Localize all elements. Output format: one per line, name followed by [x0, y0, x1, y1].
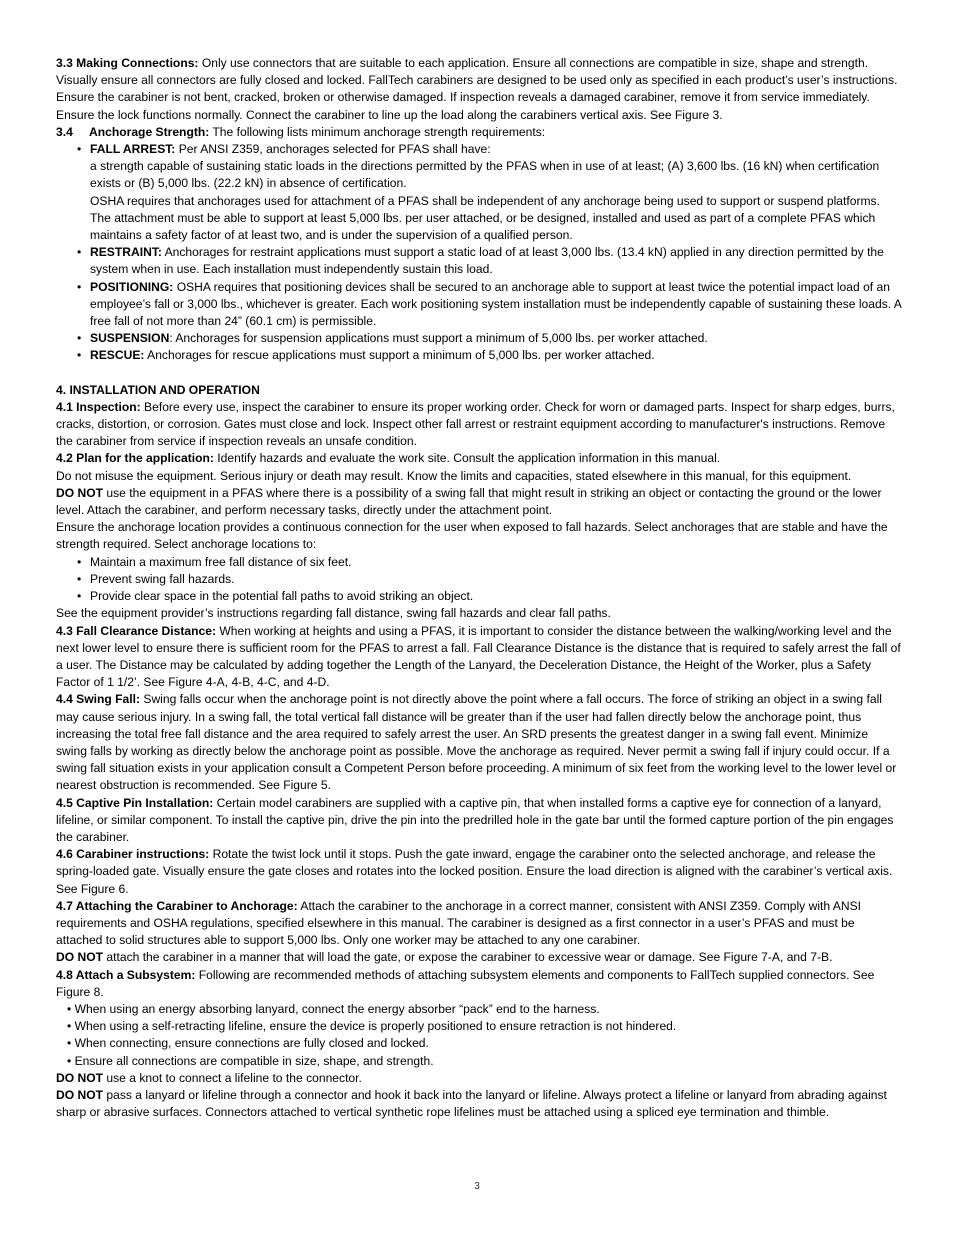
donot-text: attach the carabiner in a manner that will load the gate, or expose the carabiner to excessive wear or damage. See Figure 7-A, and 7-B. — [103, 950, 833, 965]
positioning-label: POSITIONING: — [90, 279, 174, 294]
section-4-3-label: 4.3 Fall Clearance Distance: — [56, 623, 216, 638]
fall-arrest-line-2: OSHA requires that anchorages used for attachment of a PFAS shall be independent of any anchorage being used to support or suspend platforms. The attachment must be able to support at least 5,000 lbs. per user attached, or be designed, installed and used as part of a complete PFAS which maintains a safety factor of at least two, and is under the supervision of a qualified person. — [90, 193, 880, 243]
donot-label: DO NOT — [56, 1070, 104, 1085]
section-4-2-label: 4.2 Plan for the application: — [56, 451, 214, 466]
positioning-text: OSHA requires that positioning devices shall be secured to an anchorage able to support at least twice the potential impact load of an employee’s fall or 3,000 lbs., whichever is greater. Each work positioning system installation must be independently capable of sustaining these loads. A free fall of not more than 24” (60.1 cm) is permissible. — [90, 279, 902, 329]
suspension-label: SUSPENSION — [90, 331, 170, 346]
section-4-6-label: 4.6 Carabiner instructions: — [56, 847, 210, 862]
list-item-fall-arrest — [90, 141, 902, 244]
section-4-8-text: Following are recommended methods of attaching subsystem elements and components to FallTech supplied connectors. See Figure 8. — [56, 967, 875, 999]
fall-arrest-label: FALL ARREST: — [90, 142, 176, 157]
list-item: • Provide clear space in the potential fall paths to avoid striking an object. — [90, 588, 902, 605]
section-4-2-anchorage: Ensure the anchorage location provides a continuous connection for the user when exposed to fall hazards. Select anchorages that are stable and have the strength required. Select anchorage locations to: — [56, 520, 888, 552]
list-item: • When connecting, ensure connections are fully closed and locked. — [67, 1036, 429, 1051]
section-4-5-text: Certain model carabiners are supplied with a captive pin, that when installed forms a captive eye for connection of a lanyard, lifeline, or similar component. To install the captive pin, drive the pin into the predrilled hole in the gate bar until the formed capture portion of the pin engages the carabiner. — [56, 795, 894, 844]
section-4-8 — [56, 967, 902, 1001]
section-4-heading-text: 4. INSTALLATION AND OPERATION — [56, 382, 260, 397]
anchorage-location-list — [56, 554, 902, 606]
donot-text: pass a lanyard or lifeline through a connector and hook it back into the lanyard or lifeline. Always protect a lifeline or lanyard from abrading against sharp or abrasive surfaces. Connectors attached to vertical synthetic rope lifelines must be attached using a spliced eye termination and thimble. — [56, 1087, 887, 1120]
section-4-4 — [56, 691, 902, 794]
section-4-8-donot-knot — [56, 1070, 902, 1087]
section-4-heading — [56, 382, 902, 399]
section-4-6 — [56, 846, 902, 898]
section-3-3-label: 3.3 Making Connections: — [56, 56, 199, 70]
donot-label: DO NOT — [56, 950, 104, 965]
section-4-7-text: Attach the carabiner to the anchorage in a correct manner, consistent with ANSI Z359. Comply with ANSI requirements and OSHA regulations, specified elsewhere in this manual. The carabiner is designed as a first connector in a user’s PFAS and must be attached to solid structures able to support 5,000 lbs. Only one worker may be attached to any one carabiner. — [56, 898, 862, 948]
manual-page — [56, 55, 902, 1121]
section-gap — [56, 365, 902, 382]
section-4-2-provider: See the equipment provider’s instructions regarding fall distance, swing fall hazards and clear fall paths. — [56, 606, 611, 621]
section-4-1-label: 4.1 Inspection: — [56, 399, 141, 414]
section-4-6-text: Rotate the twist lock until it stops. Push the gate inward, engage the carabiner onto the selected anchorage, and release the spring-loaded gate. Visually ensure the gate closes and rotates into the locked position. Ensure the load direction is aligned with the carabiner’s vertical axis. See Figure 6. — [56, 847, 893, 896]
section-4-3-text: When working at heights and using a PFAS, it is important to consider the distance between the walking/working level and the next lower level to ensure there is sufficient room for the PFAS to arrest a fall. Fall Clearance Distance is the distance that is required to safely arrest the fall of a user. The Distance may be calculated by adding together the Length of the Lanyard, the Deceleration Distance, the Height of the Worker, plus a Safety Factor of 1 1/2’. See Figure 4-A, 4-B, 4-C, and 4-D. — [56, 623, 901, 690]
section-4-3 — [56, 623, 902, 692]
fall-arrest-line-1: a strength capable of sustaining static loads in the directions permitted by the PFAS when in use of at least; (A) 3,600 lbs. (16 kN) when certification exists or (B) 5,000 lbs. (22.2 kN) in absence of certification. — [90, 159, 880, 191]
section-4-2 — [56, 450, 902, 467]
section-4-8-label: 4.8 Attach a Subsystem: — [56, 967, 196, 982]
donot-label: DO NOT — [56, 485, 104, 500]
rescue-text: Anchorages for rescue applications must support a minimum of 5,000 lbs. per worker attached. — [144, 348, 655, 363]
section-3-4-text: The following lists minimum anchorage strength requirements: — [209, 124, 546, 139]
section-4-7-label: 4.7 Attaching the Carabiner to Anchorage: — [56, 898, 298, 913]
suspension-text: : Anchorages for suspension applications must support a minimum of 5,000 lbs. per worker attached. — [169, 331, 708, 346]
section-3-4-label: Anchorage Strength: — [89, 124, 210, 139]
section-3-3 — [56, 55, 902, 124]
list-item-restraint — [90, 244, 902, 278]
subsystem-list — [56, 1001, 902, 1070]
section-4-8-donot-pass — [56, 1087, 902, 1121]
list-item-suspension — [90, 330, 902, 347]
section-4-4-text: Swing falls occur when the anchorage point is not directly above the point where a fall occurs. The force of striking an object in a swing fall may cause serious injury. In a swing fall, the total vertical fall distance will be greater than if the user had fallen directly below the anchorage point, thus increasing the total free fall distance and the area required to safely arrest the user. An SRD presents the greatest danger in a swing fall event. Minimize swing falls by working as directly below the anchorage point as possible. Move the anchorage as required. Never permit a swing fall if injury could occur. If a swing fall situation exists in your application consult a Competent Person before proceeding. A minimum of six feet from the working level to the lower level or nearest obstruction is recommended. See Figure 5. — [56, 692, 897, 793]
rescue-label: RESCUE: — [90, 348, 145, 363]
list-item-rescue — [90, 347, 902, 364]
fall-arrest-text: Per ANSI Z359, anchorages selected for PFAS shall have: — [175, 142, 491, 157]
section-4-1 — [56, 399, 902, 451]
list-item: • Ensure all connections are compatible in size, shape, and strength. — [67, 1053, 434, 1068]
section-4-7-donot — [56, 949, 902, 966]
anchorage-strength-list — [56, 141, 902, 365]
list-item: • Prevent swing fall hazards. — [90, 571, 902, 588]
restraint-text: Anchorages for restraint applications must support a static load of at least 3,000 lbs. (13.4 kN) applied in any direction permitted by the system when in use. Each installation must independently sustain this load. — [90, 245, 884, 277]
section-3-4-number: 3.4 — [56, 124, 73, 139]
section-4-2-text: Identify hazards and evaluate the work site. Consult the application information in this manual. — [213, 451, 721, 466]
list-item-positioning — [90, 279, 902, 331]
section-4-2-donot — [56, 485, 902, 519]
donot-text: use the equipment in a PFAS where there is a possibility of a swing fall that might result in striking an object or contacting the ground or the lower level. Attach the carabiner, and perform necessary tasks, directly under the attachment point. — [56, 485, 882, 518]
list-item: • Maintain a maximum free fall distance of six feet. — [90, 554, 902, 571]
list-item: • When using a self-retracting lifeline, ensure the device is properly positioned to ensure retraction is not hindered. — [67, 1019, 677, 1034]
section-4-1-text: Before every use, inspect the carabiner to ensure its proper working order. Check for worn or damaged parts. Inspect for sharp edges, burrs, cracks, distortion, or corrosion. Gates must close and lock. Inspect other fall arrest or restraint equipment according to manufacturer's instructions. Remove the carabiner from service if inspection reveals an unsafe condition. — [56, 399, 895, 449]
section-4-5 — [56, 795, 902, 847]
section-4-2-misuse: Do not misuse the equipment. Serious injury or death may result. Know the limits and capacities, stated elsewhere in this manual, for this equipment. — [56, 468, 852, 483]
section-4-7 — [56, 898, 902, 950]
page-number: 3 — [474, 1181, 480, 1192]
section-3-4 — [56, 124, 902, 141]
restraint-label: RESTRAINT: — [90, 245, 162, 260]
donot-text: use a knot to connect a lifeline to the connector. — [103, 1070, 362, 1085]
list-item: • When using an energy absorbing lanyard, connect the energy absorber “pack” end to the harness. — [67, 1001, 600, 1016]
section-4-4-label: 4.4 Swing Fall: — [56, 692, 141, 707]
section-4-5-label: 4.5 Captive Pin Installation: — [56, 795, 214, 810]
donot-label: DO NOT — [56, 1087, 104, 1102]
section-3-3-text: Only use connectors that are suitable to each application. Ensure all connections are compatible in size, shape and strength. Visually ensure all connectors are fully closed and locked. FallTech carabiners are designed to be used only as specified in each product’s user’s instructions. Ensure the carabiner is not bent, cracked, broken or otherwise damaged. If inspection reveals a damaged carabiner, remove it from service immediately. Ensure the lock functions normally. Connect the carabiner to line up the load along the carabiners vertical axis. See Figure 3. — [56, 56, 898, 122]
